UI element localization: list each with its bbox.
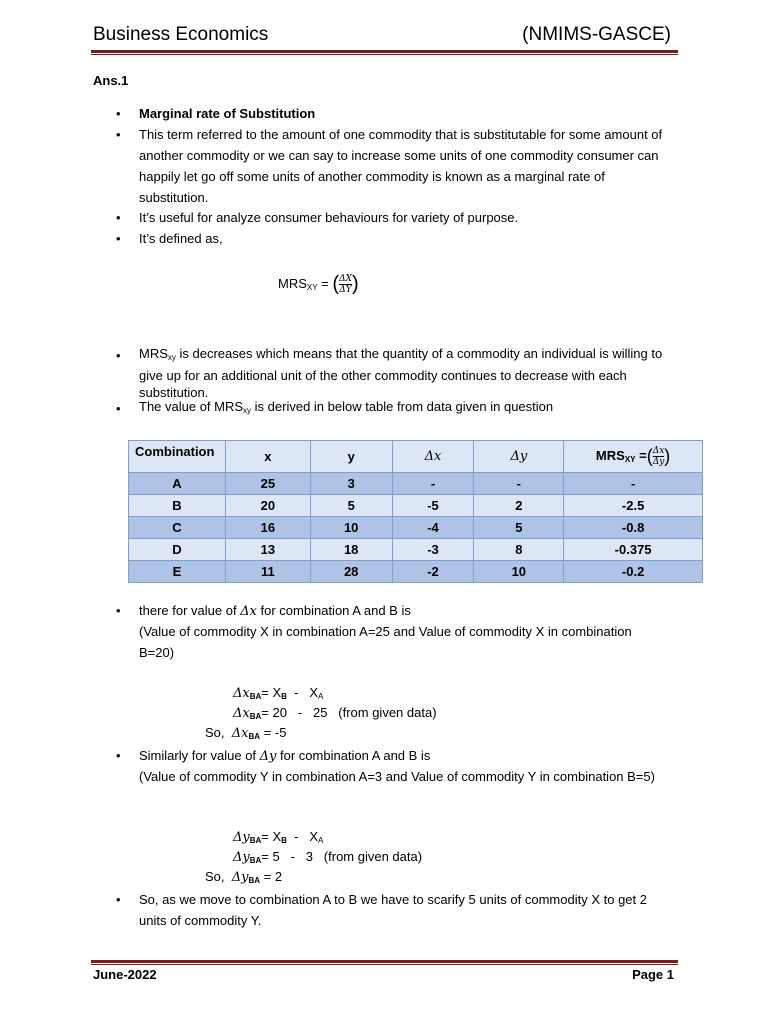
- cell: 5: [310, 495, 392, 517]
- cell: 13: [225, 539, 310, 561]
- cell: 20: [225, 495, 310, 517]
- delta-y-equation-2: $\Delta y_{BA}= 5 - 3$ (from given data): [233, 849, 423, 865]
- mrs-table: [128, 440, 703, 583]
- cell: E: [129, 561, 226, 583]
- bullet-conclusion: So, as we move to combination A to B we have to scarify 5 units of commodity X to get 2 units of commodity Y.: [139, 892, 647, 928]
- footer-rule-thin: [91, 964, 678, 965]
- cell: 8: [474, 539, 564, 561]
- col-x: x: [225, 441, 310, 473]
- bullet-usefulness: It’s useful for analyze consumer behaviours for variety of purpose.: [139, 210, 519, 225]
- page-number: Page 1: [632, 967, 674, 982]
- cell: -2: [392, 561, 474, 583]
- cell: -0.2: [564, 561, 703, 583]
- cell: A: [129, 473, 226, 495]
- bullet-icon: •: [116, 210, 121, 225]
- cell: 18: [310, 539, 392, 561]
- delta-y-result: So, $\Delta y_{BA} = 2$: [205, 869, 283, 885]
- delta-y-data-note: (Value of commodity Y in combination A=3 and Value of commodity Y in combination B=5): [139, 769, 655, 784]
- cell: C: [129, 517, 226, 539]
- table-row: [129, 473, 703, 495]
- table-row: [129, 539, 703, 561]
- cell: 2: [474, 495, 564, 517]
- bullet-icon: •: [116, 603, 121, 618]
- table-header-row: [129, 441, 703, 473]
- footer-rule: [91, 960, 678, 963]
- mrs-formula: $MRS_{XY}$ = ( $\frac{\Delta X}{\Delta Y}$ ): [278, 273, 359, 295]
- delta-x-equation-1: $\Delta x_{BA}= X_B - X_A$: [233, 685, 324, 701]
- cell: -4: [392, 517, 474, 539]
- bullet-definition: This term referred to the amount of one commodity that is substitutable for some amount of another commodity or we can say to increase some units of one commodity consumer can happily let go off some units of another commodity is known as a marginal rate of substitution.: [139, 127, 663, 205]
- table-row: [129, 495, 703, 517]
- cell: -0.375: [564, 539, 703, 561]
- col-mrs: $MRS_{XY}$ =( $\frac{\Delta x}{\Delta y}$ ): [564, 441, 703, 473]
- answer-label: Ans.1: [93, 73, 129, 88]
- bullet-icon: •: [116, 348, 121, 363]
- cell: B: [129, 495, 226, 517]
- bullet-mrs-table-intro: The value of $MRS_{xy}$ is derived in below table from data given in question: [139, 399, 554, 415]
- delta-x-result: So, $\Delta x_{BA} = -5$: [205, 725, 287, 741]
- cell: D: [129, 539, 226, 561]
- cell: 10: [310, 517, 392, 539]
- cell: -: [474, 473, 564, 495]
- cell: 5: [474, 517, 564, 539]
- col-delta-x: Δx: [392, 441, 474, 473]
- cell: -: [392, 473, 474, 495]
- table-row: [129, 517, 703, 539]
- col-delta-y: Δy: [474, 441, 564, 473]
- cell: 11: [225, 561, 310, 583]
- cell: -5: [392, 495, 474, 517]
- bullet-defined-as: It’s defined as,: [139, 231, 223, 246]
- cell: 3: [310, 473, 392, 495]
- delta-x-equation-2: $\Delta x_{BA}= 20 - 25$ (from given data): [233, 705, 437, 721]
- delta-y-equation-1: $\Delta y_{BA}= X_B - X_A$: [233, 829, 324, 845]
- cell: 28: [310, 561, 392, 583]
- table-row: [129, 561, 703, 583]
- cell: -3: [392, 539, 474, 561]
- cell: 16: [225, 517, 310, 539]
- cell: 25: [225, 473, 310, 495]
- header-title: Business Economics: [93, 24, 269, 45]
- cell: -0.8: [564, 517, 703, 539]
- footer-date: June-2022: [93, 967, 157, 982]
- bullet-icon: •: [116, 401, 121, 416]
- bullet-delta-y-intro: Similarly for value of Δy for combination A and B is: [139, 748, 431, 764]
- cell: -: [564, 473, 703, 495]
- bullet-icon: •: [116, 892, 121, 907]
- delta-x-data-note: (Value of commodity X in combination A=25 and Value of commodity X in combination B=20): [139, 624, 632, 660]
- bullet-icon: •: [116, 231, 121, 246]
- bullet-icon: •: [116, 748, 121, 763]
- bullet-mrs-decreases: $MRS_{xy}$ is decreases which means that the quantity of a commodity an individual is willing to give up for an additional unit of the other commodity continues to decrease with each substitution.: [139, 346, 663, 400]
- bullet-delta-x-intro: there for value of Δx for combination A and B is: [139, 603, 411, 619]
- header-rule-thin: [91, 54, 678, 55]
- bullet-icon: •: [116, 127, 121, 142]
- cell: -2.5: [564, 495, 703, 517]
- col-y: y: [310, 441, 392, 473]
- cell: 10: [474, 561, 564, 583]
- header-rule: [91, 50, 678, 53]
- col-combination: Combination: [129, 441, 226, 473]
- bullet-heading: Marginal rate of Substitution: [139, 106, 316, 121]
- bullet-icon: •: [116, 106, 121, 121]
- header-code: (NMIMS-GASCE): [522, 24, 671, 45]
